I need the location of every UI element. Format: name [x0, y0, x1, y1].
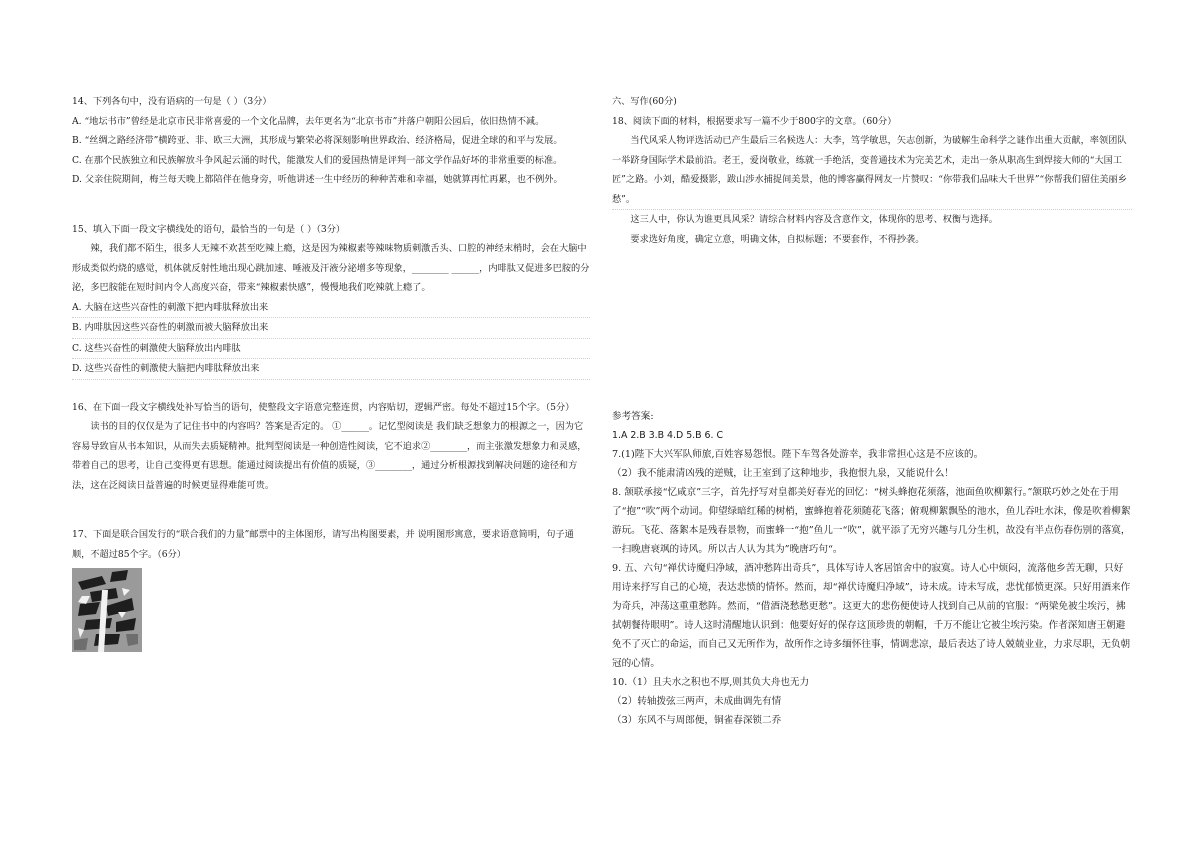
spacer: [612, 249, 1132, 407]
answer-7-1: 7.(1)陛下大兴军队师旅,百姓容易怨恨。陛下车驾各处游幸，我非常担心这是不应该的。: [612, 449, 984, 460]
answer-10-2: （2）转轴拨弦三两声，未成曲调先有情: [612, 696, 782, 707]
stamp-image: [72, 568, 142, 652]
answer-7-2: （2）我不能肃清凶残的逆贼，让王室到了这种地步，我抱恨九泉，又能说什么！: [612, 468, 954, 479]
right-column: [612, 92, 1132, 730]
answer-8: 8. 颔联承接“忆咸京”三字，首先抒写对皇都美好春光的回忆：“树头蜂抱花须落，池面鱼吹柳絮行。”颔联巧妙之处在于用了“抱”“吹”两个动词。仰望绿暗红稀的树梢，蜜蜂抱着花须随花飞落；俯观柳絮飘坠的池水，鱼儿吞吐水沫，像是吹着柳絮游玩。飞花、落絮本是残春景物，而蜜蜂一“抱”鱼儿一“吹”，就平添了无穷兴趣与几分生机，故没有半点伤春伤别的落寞，一扫晚唐衰飒的诗风。所以古人认为其为”晚唐巧句“。: [612, 487, 1131, 555]
q18-instruction: 这三人中，你认为谁更具风采？请综合材料内容及含意作文，体现你的思考、权衡与选择。: [630, 214, 998, 225]
q14-option-c: C. 在那个民族独立和民族解放斗争风起云涌的时代，能激发人们的爱国热情是评判一部文学作品好坏的非常重要的标准。: [72, 154, 563, 166]
section-6-heading: 六、写作(60分): [612, 96, 677, 107]
q16-passage: 读书的目的仅仅是为了记住书中的内容吗？答案是否定的。 ①______。记忆型阅读是 我们缺乏想象力的根源之一，因为它容易导致盲从书本知识，从而失去质疑精神。批判型阅读是一种创造性阅读，它不追求②________，而主张激发想象力和灵感，带着自己的思考，让自己变得更有思想。能通过阅读提出有价值的质疑，③________，通过分析根源找到解决问题的途径和方法，这在泛阅读日益普遍的时候更显得难能可贵。: [72, 421, 587, 491]
answer-10-3: （3）东风不与周郎便，铜雀春深锁二乔: [612, 715, 782, 726]
q15-stem: 15、填入下面一段文字横线处的语句，最恰当的一句是（ ）（3分）: [72, 223, 346, 235]
q16-stem: 16、在下面一段文字横线处补写恰当的语句，使整段文字语意完整连贯，内容贴切，逻辑严密。每处不超过15个字。（5分）: [72, 401, 575, 413]
q18-passage: 当代风采人物评选活动已产生最后三名候选人：大李，笃学敏思，矢志创新，为破解生命科学之谜作出重大贡献，率领团队一举跻身国际学术最前沿。老王，爱岗敬业，练就一手绝活，变普通技术为完美艺术，走出一条从职高生到焊接大师的“大国工匠”之路。小刘，酷爱摄影，跋山涉水捕捉间美景，他的博客赢得网友一片赞叹：“你带我们品味大千世界”“你帮我们留住美丽乡愁”。: [612, 131, 1132, 210]
spacer: [72, 190, 590, 220]
answer-9: 9. 五、六句“禅伏诗魔归净域，酒冲愁阵出奇兵”，具体写诗人客居馆舍中的寂寞。诗人心中烦闷，流落他乡苦无聊，只好用诗来抒写自己的心境，表达悲愤的情怀。然而，却“禅伏诗魔归净域”，诗未成。诗未写成，悲忧郁愤更深。只好用酒来作为奇兵，冲荡这重重愁阵。然而，“借酒浇愁愁更愁”。这更大的悲伤便使诗人找到自己从前的官服：“两梁免被尘埃污，拂拭朝餐待眼明”。诗人这时清醒地认识到：他要好好的保存这顶珍贵的朝帽，千万不能让它被尘埃污染。作者深知唐王朝避免不了灭亡的命运，而自己又无所作为，故所作之诗多缅怀往事，情调悲凉，最后表达了诗人兢兢业业，力求尽职，无负朝冠的心情。: [612, 563, 1131, 669]
answer-10-1: 10.（1）且夫水之积也不厚,则其负大舟也无力: [612, 677, 810, 688]
q15-passage: 辣，我们都不陌生，很多人无辣不欢甚至吃辣上瘾，这是因为辣椒素等辣味物质刺激舌头、口腔的神经末梢时，会在大脑中形成类似灼烧的感觉，机体就反射性地出现心跳加速、唾液及汗液分泌增多等现象，________ ______，内啡肽又促进多巴胺的分泌，多巴胺能在短时间内令人高度兴奋，带来“辣椒素快感”，慢慢地我们吃辣就上瘾了。: [72, 243, 590, 293]
q15-option-a: A. 大脑在这些兴奋性的刺激下把内啡肽释放出来: [72, 298, 590, 319]
left-column: [72, 92, 590, 652]
q18-stem: 18、阅读下面的材料，根据要求写一篇不少于800字的文章。（60分）: [612, 115, 897, 127]
q15-option-c: C. 这些兴奋性的刺激使大脑释放出内啡肽: [72, 339, 590, 360]
q14-option-d: D. 父亲住院期间，梅兰每天晚上都陪伴在他身旁，听他讲述一生中经历的种种苦难和幸福，她就算再忙再累，也不例外。: [72, 174, 563, 185]
q14-option-b: B. “丝绸之路经济带”横跨亚、非、欧三大洲，其形成与繁荣必将深刻影响世界政治、经济格局，促进全球的和平与发展。: [72, 135, 563, 146]
answers-1-6: 1.A 2.B 3.B 4.D 5.B 6. C: [612, 430, 724, 441]
q18-requirement: 要求选好角度，确定立意，明确文体，自拟标题；不要套作，不得抄袭。: [630, 233, 925, 245]
q15-option-d: D. 这些兴奋性的刺激使大脑把内啡肽释放出来: [72, 359, 590, 380]
spacer: [72, 380, 590, 398]
q15-option-b: B. 内啡肽因这些兴奋性的刺激而被大脑释放出来: [72, 318, 590, 339]
q14-option-a: A. “地坛书市”曾经是北京市民非常喜爱的一个文化品牌，去年更名为“北京书市”并落户朝阳公园后，依旧热情不减。: [72, 115, 545, 127]
spacer: [72, 495, 590, 525]
q17-stem: 17、下面是联合国发行的“联合我们的力量”邮票中的主体图形，请写出构图要素，并 说明图形寓意，要求语意简明，句子通顺，不超过85个字。（6分）: [72, 529, 574, 560]
answers-title: 参考答案:: [612, 411, 654, 422]
q14-stem: 14、下列各句中，没有语病的一句是（ ）（3分）: [72, 96, 272, 107]
